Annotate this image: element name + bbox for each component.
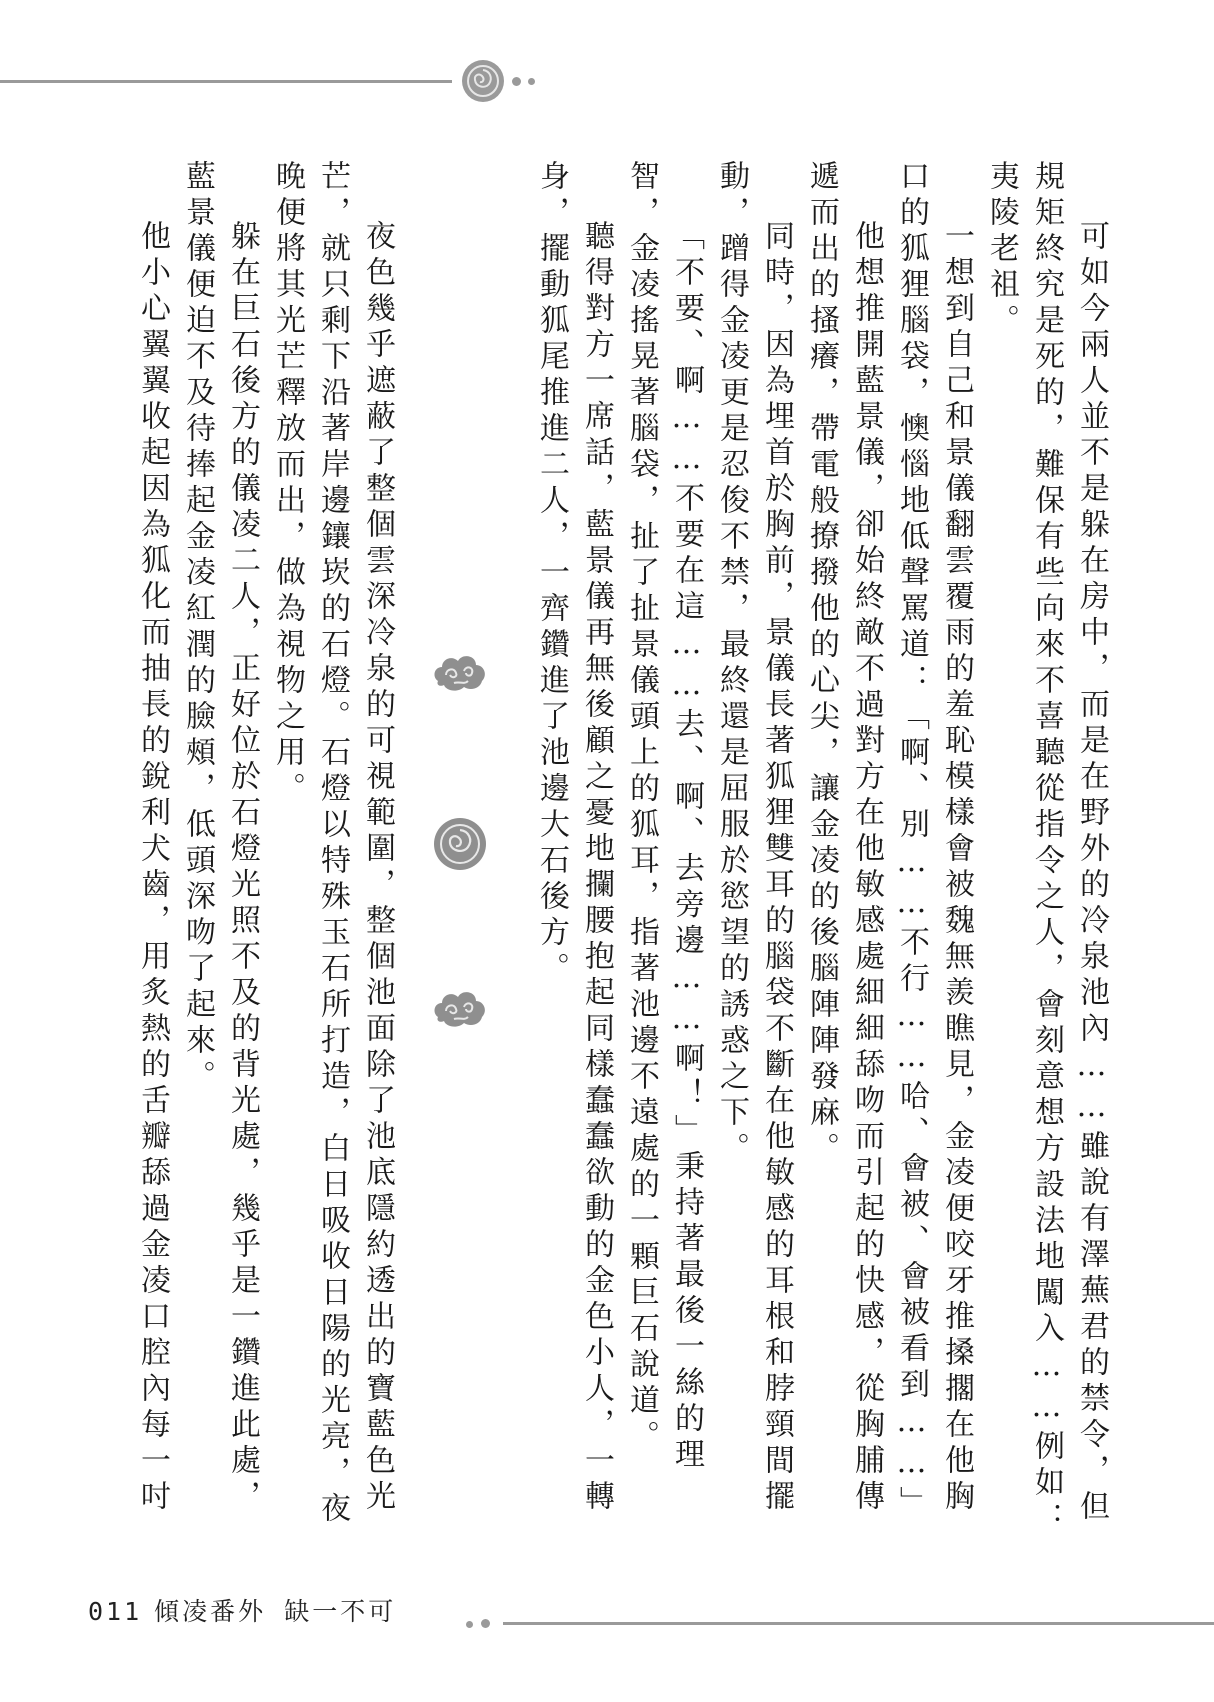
paragraph: 他想推開藍景儀，卻始終敵不過對方在他敏感處細細舔吻而引起的快感，從胸脯傳遞而出的搔癢，帶電般撩撥他的心尖，讓金凌的後腦陣陣發麻。 [804, 160, 884, 1516]
cloud-ornament-icon [430, 647, 490, 697]
paragraph: 同時，因為埋首於胸前，景儀長著狐狸雙耳的腦袋不斷在他敏感的耳根和脖頸間擺動，蹭得金凌更是忍俊不禁，最終還是屈服於慾望的誘惑之下。 [714, 160, 794, 1516]
body-text-left [130, 160, 400, 1545]
paragraph: 他小心翼翼收起因為狐化而抽長的銳利犬齒，用炙熱的舌瓣舔過金凌口腔內每一吋 [135, 220, 170, 1516]
cloud-ornament-icon [430, 983, 490, 1033]
header-dot-icon [528, 78, 535, 85]
footer-dot-icon [466, 1621, 473, 1628]
running-title: 傾凌番外 缺一不可 [154, 1597, 397, 1626]
paragraph: 「不要、啊……不要在這……去、啊、去旁邊……啊！」秉持著最後一絲的理智，金凌搖晃著腦袋，扯了扯景儀頭上的狐耳，指著池邊不遠處的一顆巨石說道。 [624, 160, 704, 1474]
rose-ornament-icon [432, 816, 488, 872]
footer [88, 1592, 396, 1628]
footer-dot-icon [481, 1619, 490, 1628]
page-number: 011 [88, 1597, 143, 1626]
rose-emblem-icon [460, 58, 506, 104]
paragraph: 一想到自己和景儀翻雲覆雨的羞恥模樣會被魏無羨瞧見，金凌便咬牙推搡擱在他胸口的狐狸腦袋，懊惱地低聲罵道：「啊、別……不行……哈、會被、會被看到……」 [894, 160, 974, 1522]
paragraph: 可如今兩人並不是躲在房中，而是在野外的冷泉池內……雖說有澤蕪君的禁令，但規矩終究是死的，難保有些向來不喜聽從指令之人，會刻意想方設法地闖入……例如：夷陵老祖。 [984, 160, 1109, 1538]
paragraph: 聽得對方一席話，藍景儀再無後顧之憂地攔腰抱起同樣蠢蠢欲動的金色小人，一轉身，擺動狐尾推進二人，一齊鑽進了池邊大石後方。 [534, 160, 614, 1516]
header-rule [0, 80, 452, 83]
header-dot-icon [512, 77, 521, 86]
paragraph: 夜色幾乎遮蔽了整個雲深冷泉的可視範圍，整個池面除了池底隱約透出的寶藍色光芒，就只剩下沿著岸邊鑲崁的石燈。石燈以特殊玉石所打造，白日吸收日陽的光亮，夜晚便將其光芒釋放而出，做為視物之用。 [270, 160, 395, 1528]
body-text-right [484, 160, 1114, 1545]
footer-rule [503, 1622, 1214, 1625]
paragraph: 躲在巨石後方的儀凌二人，正好位於石燈光照不及的背光處，幾乎是一鑽進此處，藍景儀便迫不及待捧起金凌紅潤的臉頰，低頭深吻了起來。 [180, 160, 260, 1516]
